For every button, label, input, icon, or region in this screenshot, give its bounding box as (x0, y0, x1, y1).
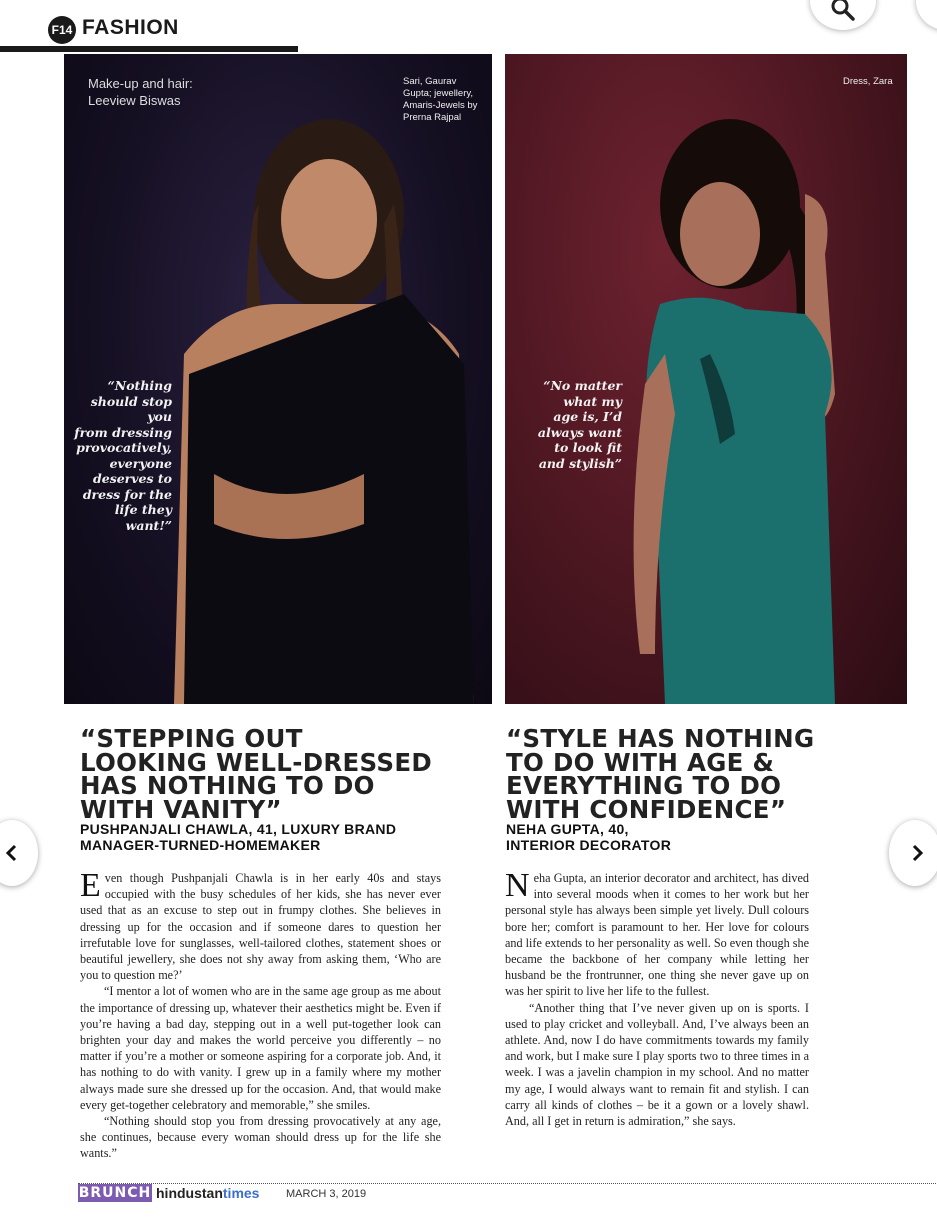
search-button[interactable] (810, 0, 876, 30)
footer-rule (78, 1183, 937, 1184)
dropcap-left: E (80, 867, 101, 904)
wardrobe-credit-left: Sari, Gaurav Gupta; jewellery, Amaris-Jewels by Prerna Rajpal (403, 76, 478, 123)
dropcap-right: N (505, 867, 530, 904)
wardrobe-credit-right: Dress, Zara (843, 76, 893, 87)
previous-page-button[interactable] (0, 820, 38, 886)
makeup-credit: Make-up and hair: Leeview Biswas (88, 76, 193, 108)
header-rule (0, 46, 298, 52)
brunch-logo: BRUNCH (78, 1185, 152, 1201)
headline-right: “STYLE HAS NOTHING TO DO WITH AGE & EVERYTHING TO DO WITH CONFIDENCE” (506, 724, 815, 824)
issue-date: MARCH 3, 2019 (286, 1188, 367, 1200)
next-page-button[interactable] (889, 820, 937, 886)
article-body-left: Even though Pushpanjali Chawla is in her early 40s and stays occupied with the busy schedules of her kids, she has never ever used that as an excuse to step out in frumpy clothes. She believes in dressing up for the occasion and if someone dares to question her irrefutable love for sunglasses, well-tailored clothes, statement shoes or beautiful jewellery, she does not shy away from asking them, ‘Who are you to question me?’ “I mentor a lot of women who are in the same age group as me about the importance of dressing up, whatever their aesthetics might be. Even if you’re having a bad day, stepping out in a well put-together look can brighten your day and makes the world perceive you differently – no matter if you’re a mother or someone aspiring for a corporate job. And, it has nothing to do with vanity. I grew up in a family where my mother always made sure she dressed up for the occasion. And, that would make every get-together celebratory and memorable,” she smiles. “Nothing should stop you from dressing provocatively at any age, she continues, because every woman should dress up for the life she wants.” (80, 867, 441, 1161)
byline-left: PUSHPANJALI CHAWLA, 41, LUXURY BRAND MANAGER-TURNED-HOMEMAKER (80, 821, 397, 853)
pull-quote-right: “No matter what my age is, I’d always want to look fit and stylish” (537, 378, 622, 471)
menu-button[interactable] (916, 0, 937, 30)
search-icon (830, 0, 856, 22)
pull-quote-left: “Nothing should stop you from dressing provocatively, everyone deserves to dress for the life they want!” (74, 378, 172, 533)
article-body-right: Neha Gupta, an interior decorator and architect, has dived into several moods when it comes to her work but her personal style has always been simple yet lively. Dull colours bore her; comfort is paramount to her. Her love for colours and life extends to her personality as well. So even though she became the backbone of her company while letting her husband be the frontrunner, one thing she never gave up on was her spirit to live her life to the fullest. “Another thing that I’ve never given up on is sports. I used to play cricket and volleyball. And, I’ve always been an athlete. And, now I do have commitments towards my family and work, but I make sure I play sports two to three times in a week. I was a javelin champion in my school. And no matter my age, I would always want to remain fit and stylish. I can carry all kinds of clothes – be it a gown or a lovely shawl. And, all I get in return is admiration,” she says. (505, 867, 809, 1129)
headline-left: “STEPPING OUT LOOKING WELL-DRESSED HAS NOTHING TO DO WITH VANITY” (80, 724, 432, 824)
byline-right: NEHA GUPTA, 40, INTERIOR DECORATOR (506, 821, 672, 853)
chevron-right-icon (911, 844, 925, 862)
section-title: FASHION (82, 16, 179, 39)
page-number-badge: F14 (48, 16, 76, 44)
hindustan-times-logo: hindustantimes (156, 1185, 260, 1201)
chevron-left-icon (4, 844, 18, 862)
